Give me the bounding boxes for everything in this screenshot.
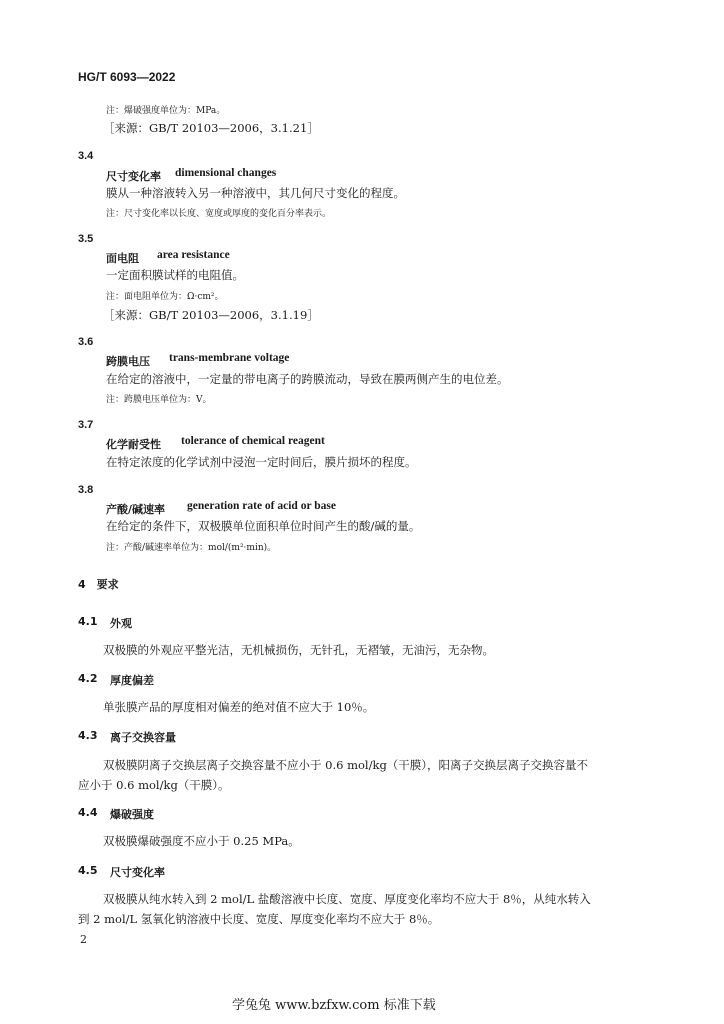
term-definition: 在特定浓度的化学试剂中浸泡一定时间后，膜片损坏的程度。: [106, 455, 417, 469]
term-english: trans-membrane voltage: [169, 352, 290, 364]
clause-text: 到 2 mol/L 氢氧化钠溶液中长度、宽度、厚度变化率均不应大于 8％。: [78, 912, 440, 926]
term-english: dimensional changes: [175, 167, 277, 179]
clause-number: 4.3: [78, 729, 98, 742]
term-english: area resistance: [157, 249, 230, 261]
term-number: 3.4: [78, 150, 94, 162]
standard-code: HG/T 6093—2022: [78, 70, 176, 84]
term-source: ［来源：GB/T 20103—2006，3.1.19］: [103, 308, 319, 322]
term-definition: 膜从一种溶液转入另一种溶液中，其几何尺寸变化的程度。: [106, 186, 405, 200]
clause-title: 爆破强度: [110, 808, 154, 821]
term-number: 3.7: [78, 419, 94, 431]
term-number: 3.8: [78, 484, 94, 496]
term-note: 注：尺寸变化率以长度、宽度或厚度的变化百分率表示。: [106, 209, 332, 219]
footer-text: 学兔兔 www.bzfxw.com 标准下载: [232, 998, 436, 1013]
clause-number: 4.4: [78, 806, 98, 819]
clause-title: 厚度偏差: [110, 674, 154, 687]
term-english: tolerance of chemical reagent: [181, 435, 325, 447]
term-number: 3.5: [78, 233, 94, 245]
clause-number: 4.2: [78, 672, 98, 685]
clause-text: 双极膜爆破强度不应小于 0.25 MPa。: [103, 834, 300, 848]
term-chinese: 面电阻: [106, 252, 139, 265]
term-english: generation rate of acid or base: [187, 500, 336, 512]
clause-text: 双极膜从纯水转入到 2 mol/L 盐酸溶液中长度、宽度、厚度变化率均不应大于 8％，从纯水转入: [103, 892, 591, 906]
term-chinese: 化学耐受性: [106, 438, 161, 451]
prev-note: 注：爆破强度单位为：MPa。: [106, 106, 226, 116]
clause-title: 尺寸变化率: [110, 866, 165, 879]
term-chinese: 尺寸变化率: [106, 170, 161, 183]
term-note: 注：跨膜电压单位为：V。: [106, 395, 212, 405]
clause-text: 双极膜的外观应平整光洁，无机械损伤，无针孔，无褶皱，无油污，无杂物。: [103, 643, 494, 657]
term-note: 注：产酸/碱速率单位为：mol/(m²·min)。: [106, 543, 277, 553]
term-chinese: 跨膜电压: [106, 355, 150, 368]
term-number: 3.6: [78, 336, 94, 348]
clause-text: 单张膜产品的厚度相对偏差的绝对值不应大于 10％。: [103, 700, 375, 714]
term-definition: 在给定的溶液中，一定量的带电离子的跨膜流动，导致在膜两侧产生的电位差。: [106, 372, 509, 386]
clause-text: 双极膜阴离子交换层离子交换容量不应小于 0.6 mol/kg（干膜），阳离子交换层离子交换容量不: [103, 758, 589, 772]
term-chinese: 产酸/碱速率: [106, 503, 166, 516]
clause-text: 应小于 0.6 mol/kg（干膜）。: [78, 778, 230, 792]
term-definition: 一定面积膜试样的电阻值。: [106, 268, 244, 282]
term-definition: 在给定的条件下，双极膜单位面积单位时间产生的酸/碱的量。: [106, 519, 421, 533]
clause-title: 离子交换容量: [110, 731, 176, 744]
clause-number: 4.1: [78, 615, 98, 628]
page-number: 2: [80, 933, 87, 946]
clause-title: 外观: [110, 617, 132, 630]
section-heading: 4 要求: [78, 578, 119, 591]
term-note: 注：面电阻单位为：Ω·cm²。: [106, 292, 224, 302]
clause-number: 4.5: [78, 864, 98, 877]
prev-source: ［来源：GB/T 20103—2006，3.1.21］: [103, 121, 319, 135]
